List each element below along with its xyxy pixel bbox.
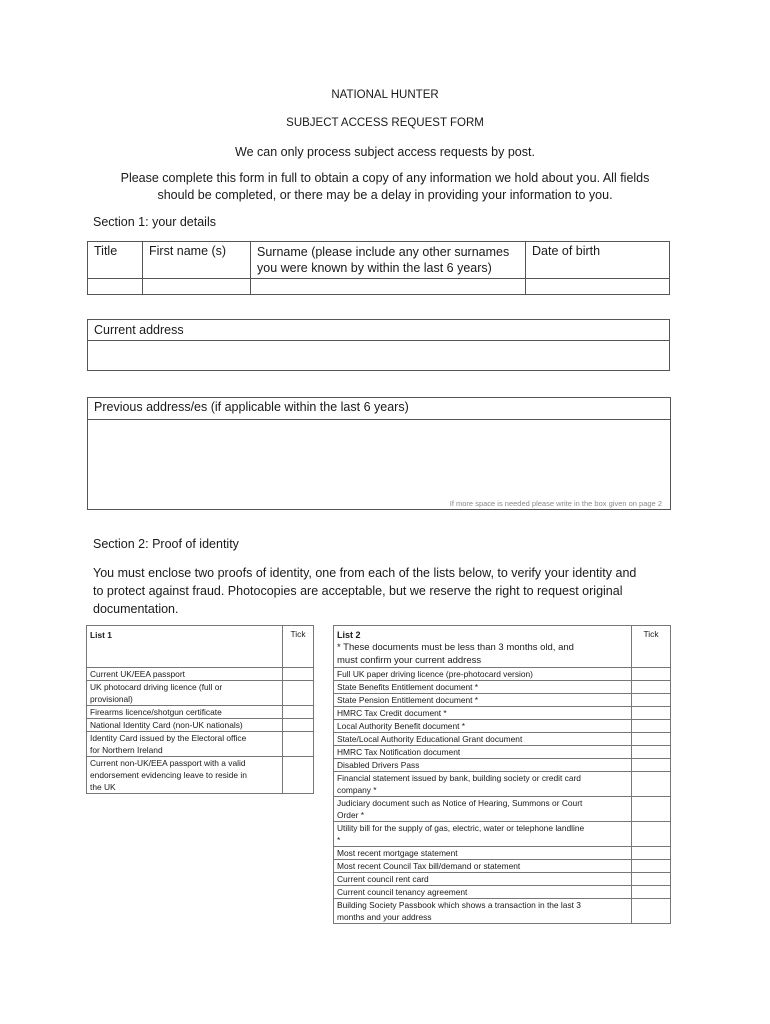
list-item (334, 681, 632, 694)
list-2-heading: List 2 (337, 630, 361, 640)
tick-box[interactable] (283, 719, 314, 732)
tick-box[interactable] (632, 847, 671, 860)
list-item (87, 732, 283, 757)
list-item-text: Current non-UK/EEA passport with a valid (90, 758, 246, 768)
list-item-text: National Identity Card (non-UK nationals) (90, 720, 243, 730)
list-item-text: Current UK/EEA passport (90, 669, 185, 679)
list-item-text: endorsement evidencing leave to reside in (90, 770, 247, 780)
tick-box[interactable] (632, 681, 671, 694)
section-2-intro (93, 564, 636, 618)
list-item (334, 694, 632, 707)
tick-box[interactable] (632, 746, 671, 759)
list-item (334, 733, 632, 746)
list-item (334, 822, 632, 847)
previous-address-input[interactable] (88, 418, 670, 509)
tick-box[interactable] (632, 694, 671, 707)
list-item (334, 873, 632, 886)
list-item (334, 759, 632, 772)
list-item (334, 860, 632, 873)
intro-line-1: You must enclose two proofs of identity, one from each of the lists below, to verify your identity and (93, 566, 637, 580)
list-item (334, 886, 632, 899)
title-input[interactable] (88, 279, 143, 295)
tick-box[interactable] (632, 733, 671, 746)
list-item (334, 847, 632, 860)
list-item-text: Building Society Passbook which shows a transaction in the last 3 (337, 900, 581, 910)
list-2-heading-cell (334, 626, 632, 668)
tick-box[interactable] (632, 720, 671, 733)
current-address-label: Current address (88, 320, 670, 341)
list-item-text: HMRC Tax Credit document * (337, 708, 447, 718)
list-item (334, 746, 632, 759)
intro-line-3: documentation. (93, 602, 179, 616)
list-2-subheading-line-2: must confirm your current address (337, 655, 482, 666)
list-item-text: State/Local Authority Educational Grant document (337, 734, 523, 744)
list-item-text: State Pension Entitlement document * (337, 695, 479, 705)
instructions-line-1: Please complete this form in full to obtain a copy of any information we hold about you. All fields (120, 171, 650, 185)
list-item (334, 707, 632, 720)
surname-header-line-2: you were known by within the last 6 years) (257, 261, 492, 275)
list-item-text: Order * (337, 810, 364, 820)
section-2-title: Section 2: Proof of identity (93, 537, 239, 551)
surname-header-line-1: Surname (please include any other surnames (257, 245, 510, 259)
tick-box[interactable] (632, 899, 671, 924)
tick-box[interactable] (632, 707, 671, 720)
list-item-text: for Northern Ireland (90, 745, 163, 755)
first-name-input[interactable] (143, 279, 251, 295)
form-title: SUBJECT ACCESS REQUEST FORM (286, 117, 484, 129)
tick-box[interactable] (632, 873, 671, 886)
list-item-text: Most recent mortgage statement (337, 848, 458, 858)
dob-header: Date of birth (526, 242, 670, 279)
more-space-note: If more space is needed please write in the box given on page 2 (449, 499, 662, 508)
list-1-table (86, 625, 314, 794)
previous-address-box (87, 397, 671, 510)
list-1-heading: List 1 (87, 626, 283, 668)
details-table (87, 241, 670, 295)
list-item-text: Full UK paper driving licence (pre-photocard version) (337, 669, 533, 679)
list-item (334, 899, 632, 924)
list-item-text: Current council tenancy agreement (337, 887, 468, 897)
tick-box[interactable] (283, 757, 314, 794)
list-item-text: Disabled Drivers Pass (337, 760, 420, 770)
current-address-input[interactable] (88, 341, 670, 371)
organisation-name: NATIONAL HUNTER (331, 89, 439, 101)
first-name-header: First name (s) (143, 242, 251, 279)
list-item-text: Current council rent card (337, 874, 429, 884)
tick-box[interactable] (632, 886, 671, 899)
list-item-text: Identity Card issued by the Electoral office (90, 733, 247, 743)
tick-box[interactable] (632, 797, 671, 822)
list-item (87, 668, 283, 681)
list-item (87, 719, 283, 732)
list-item-text: months and your address (337, 912, 432, 922)
list-item (334, 720, 632, 733)
tick-box[interactable] (283, 706, 314, 719)
tick-box[interactable] (632, 668, 671, 681)
intro-line-2: to protect against fraud. Photocopies are acceptable, but we reserve the right to request original (93, 584, 623, 598)
list-item-text: * (337, 835, 341, 845)
list-2-subheading-line-1: * These documents must be less than 3 months old, and (337, 642, 574, 653)
title-header: Title (88, 242, 143, 279)
list-item-text: Most recent Council Tax bill/demand or statement (337, 861, 521, 871)
list-item-text: Financial statement issued by bank, building society or credit card (337, 773, 581, 783)
list-item-text: Judiciary document such as Notice of Hearing, Summons or Court (337, 798, 583, 808)
list-item-text: Utility bill for the supply of gas, electric, water or telephone landline (337, 823, 585, 833)
list-item (334, 797, 632, 822)
list-item-text: UK photocard driving licence (full or (90, 682, 223, 692)
section-1-title: Section 1: your details (93, 215, 216, 229)
surname-header (251, 242, 526, 279)
list-item-text: Local Authority Benefit document * (337, 721, 466, 731)
list-1-tick-header: Tick (283, 626, 314, 668)
tick-box[interactable] (283, 681, 314, 706)
list-item (87, 706, 283, 719)
list-item (87, 757, 283, 794)
list-2-tick-header: Tick (632, 626, 671, 668)
tick-box[interactable] (632, 759, 671, 772)
list-item-text: the UK (90, 782, 116, 792)
dob-input[interactable] (526, 279, 670, 295)
tick-box[interactable] (632, 772, 671, 797)
list-item-text: provisional) (90, 694, 133, 704)
list-item-text: State Benefits Entitlement document * (337, 682, 479, 692)
list-item (334, 668, 632, 681)
previous-address-label: Previous address/es (if applicable within the last 6 years) (88, 398, 670, 420)
instructions-line-2: should be completed, or there may be a delay in providing your information to you. (157, 188, 613, 202)
list-item-text: Firearms licence/shotgun certificate (90, 707, 222, 717)
tick-box[interactable] (283, 668, 314, 681)
list-item (334, 772, 632, 797)
post-notice: We can only process subject access requests by post. (235, 145, 535, 159)
tick-box[interactable] (632, 860, 671, 873)
list-item-text: HMRC Tax Notification document (337, 747, 461, 757)
tick-box[interactable] (632, 822, 671, 847)
list-item (87, 681, 283, 706)
list-2-table (333, 625, 671, 924)
current-address-box (87, 319, 670, 371)
surname-input[interactable] (251, 279, 526, 295)
list-item-text: company * (337, 785, 377, 795)
tick-box[interactable] (283, 732, 314, 757)
